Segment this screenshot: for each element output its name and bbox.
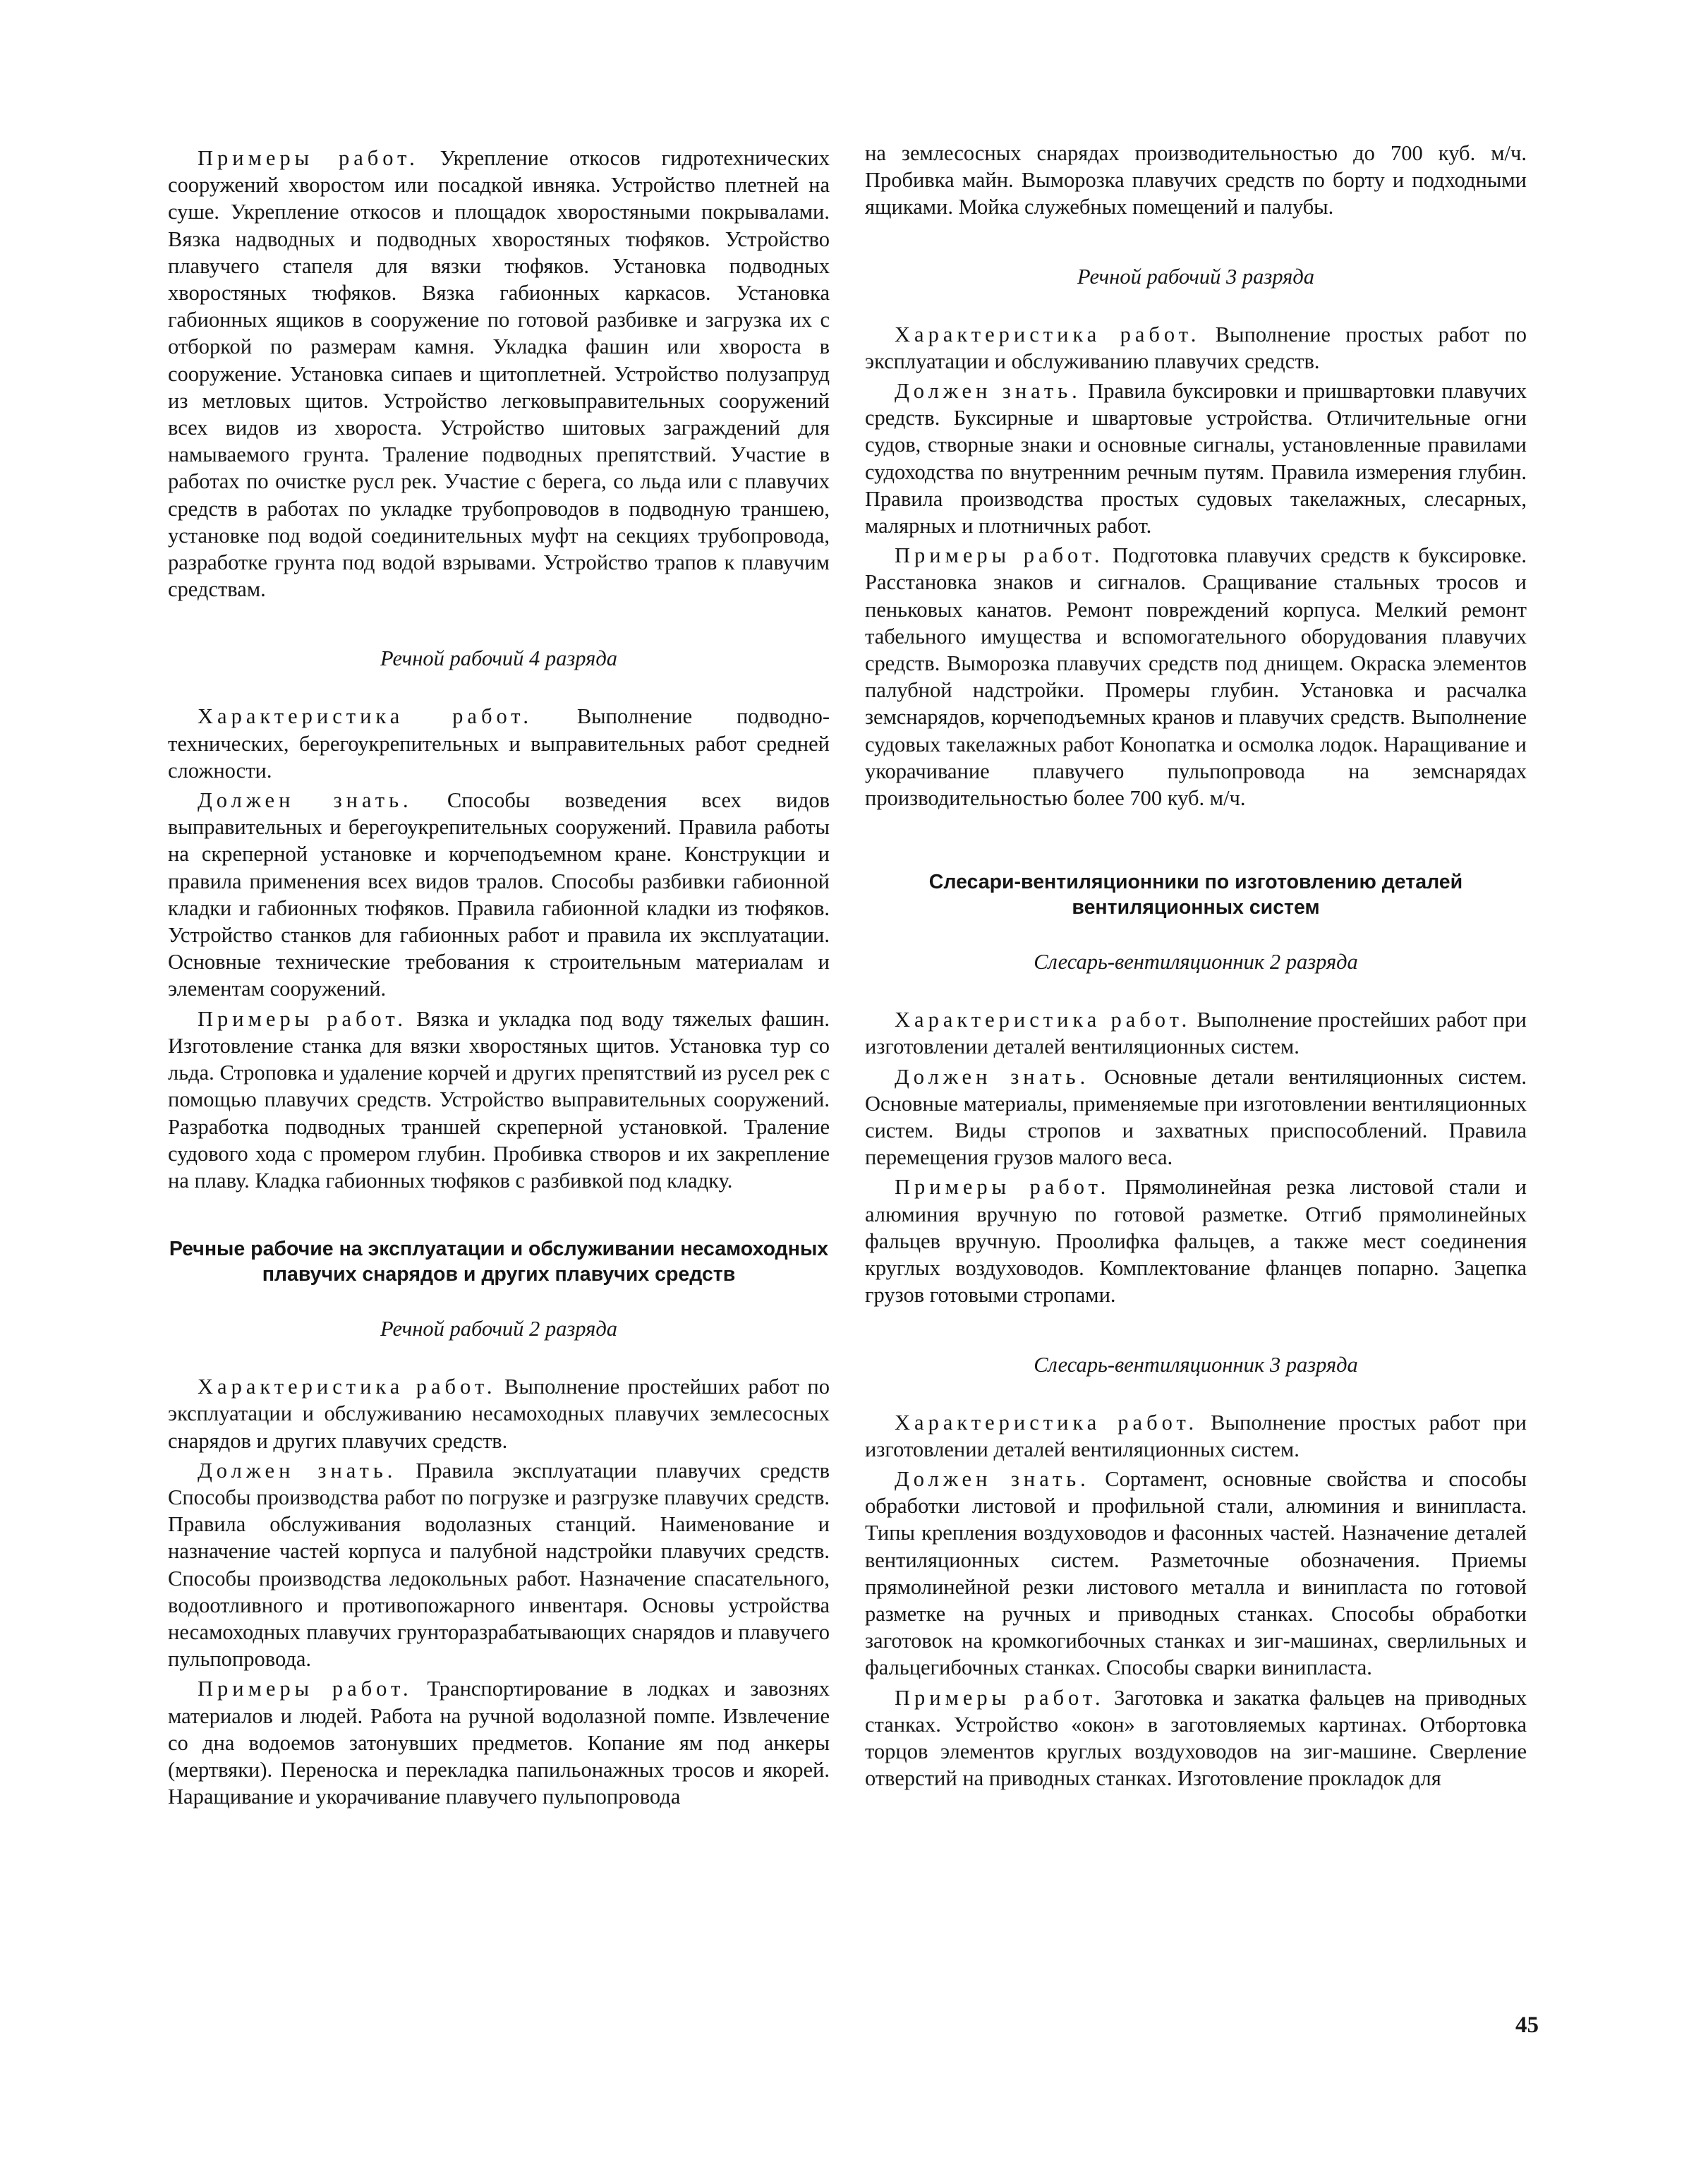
- lead-phrase: Примеры работ.: [895, 1685, 1105, 1710]
- paragraph: [865, 1173, 1527, 1308]
- lead-phrase: Примеры работ.: [198, 146, 419, 170]
- paragraph: [865, 321, 1527, 375]
- page-number: 45: [1515, 2012, 1539, 2038]
- right-column: [865, 140, 1527, 1794]
- paragraph: [865, 1684, 1527, 1792]
- lead-phrase: Должен знать.: [895, 1064, 1090, 1089]
- lead-phrase: Должен знать.: [198, 788, 413, 813]
- paragraph: [168, 703, 830, 784]
- paragraph: [168, 1006, 830, 1194]
- paragraph: [865, 1409, 1527, 1463]
- paragraph-text: Заготовка и закатка фальцев на приводных станках. Устройство «окон» в заготовляемых картинах. Отбортовка торцов элементов круглых воздуховодов на зиг-машине. Сверление отверстий на приводных станках. Изготовление прокладок для: [865, 1685, 1527, 1791]
- paragraph-text: Основные детали вентиляционных систем. Основные материалы, применяемые при изготовлении вентиляционных систем. Виды стропов и захватных приспособлений. Правила перемещения грузов малого веса.: [865, 1064, 1527, 1170]
- paragraph: [168, 1457, 830, 1673]
- grade-heading: Речной рабочий 4 разряда: [380, 646, 618, 671]
- paragraph-text: Прямолинейная резка листовой стали и алюминия вручную по готовой разметке. Отгиб прямолинейных фальцев вручную. Проолифка фальцев, а также мест соединения круглых воздуховодов. Комплектование фланцев попарно. Зацепка грузов готовыми стропами.: [865, 1175, 1527, 1308]
- lead-phrase: Характеристика работ.: [198, 704, 533, 729]
- grade-heading: Слесарь-вентиляционник 2 разряда: [1034, 950, 1358, 974]
- paragraph-text: Укрепление откосов гидротехнических сооружений хворостом или посадкой ивняка. Устройство плетней на суше. Укрепление откосов и площадок хворостяными покрывалами. Вязка надводных и подводных хворостяных тюфяков. Устройство плавучего стапеля для вязки тюфяков. Установка подводных хворостяных тюфяков. Вязка габионных каркасов. Установка габионных ящиков в сооружение по готовой разбивке и загрузка их с отборкой по размерам камня. Укладка фашин или хвороста в сооружение. Установка сипаев и щитоплетней. Устройство полузапруд из метловых щитов. Устройство легковыправительных сооружений всех видов из хвороста. Устройство шитовых заграждений для намываемого грунта. Траление подводных препятствий. Участие в работах по очистке русл рек. Участие с берега, со льда или с плавучих средств в работах по укладке трубопроводов в подводную траншею, установке под водой соединительных муфт на секциях трубопровода, разработке грунта под водой взрывами. Устройство трапов к плавучим средствам.: [168, 146, 830, 602]
- paragraph-text: Сортамент, основные свойства и способы обработки листовой и профильной стали, алюминия и винипласта. Типы крепления воздуховодов и фасонных частей. Назначение деталей вентиляционных систем. Разметочные обозначения. Приемы прямолинейной резки листового металла и винипласта по готовой разметке на ручных и приводных станках. Способы обработки заготовок на кромкогибочных станках и зиг-машинах, сверлильных и фальцегибочных станках. Способы сварки винипласта.: [865, 1466, 1527, 1680]
- lead-phrase: Характеристика работ.: [895, 322, 1201, 346]
- paragraph-text: Правила эксплуатации плавучих средств Способы производства работ по погрузке и разгрузке плавучих средств. Правила обслуживания водолазных станций. Наименование и назначение частей корпуса и палубной надстройки плавучих средств. Способы производства ледокольных работ. Назначение спасательного, водоотливного и противопожарного инвентаря. Основы устройства несамоходных плавучих грунторазрабатывающих снарядов и плавучего пульпопровода.: [168, 1458, 830, 1672]
- paragraph: [168, 1675, 830, 1810]
- lead-phrase: Примеры работ.: [895, 543, 1104, 568]
- grade-heading: Речной рабочий 3 разряда: [1077, 264, 1315, 289]
- paragraph-text: Подготовка плавучих средств к буксировке. Расстановка знаков и сигналов. Сращивание стальных тросов и пеньковых канатов. Ремонт повреждений корпуса. Мелкий ремонт табельного имущества и вспомогательного оборудования плавучих средств. Выморозка плавучих средств под днищем. Окраска элементов палубной надстройки. Промеры глубин. Установка и расчалка земснарядов, корчеподъемных кранов и плавучих средств. Выполнение судовых такелажных работ Конопатка и осмолка лодок. Наращивание и укорачивание плавучего пульпопровода на земснарядах производительностью более 700 куб. м/ч.: [865, 543, 1527, 811]
- section-heading: Речные рабочие на эксплуатации и обслуживании несамоходных плавучих снарядов и других плавучих средств: [169, 1238, 829, 1286]
- lead-phrase: Примеры работ.: [198, 1677, 413, 1701]
- lead-phrase: Примеры работ.: [198, 1006, 408, 1031]
- paragraph-text: Выполнение простых работ по эксплуатации и обслуживанию плавучих средств.: [865, 322, 1527, 373]
- paragraph-text: Вязка и укладка под воду тяжелых фашин. Изготовление станка для вязки хворостяных щитов. Установка тур со льда. Строповка и удаление корчей и других препятствий из русел рек с помощью плавучих средств. Устройство выправительных сооружений. Разработка подводных траншей скреперной установкой. Траление судового хода с промером глубин. Пробивка створов и их закрепление на плаву. Кладка габионных тюфяков с разбивкой под кладку.: [168, 1006, 830, 1193]
- continued-paragraph: на землесосных снарядах производительностью до 700 куб. м/ч. Пробивка майн. Выморозка плавучих средств по борту и подходными ящиками. Мойка служебных помещений и палубы.: [865, 141, 1527, 219]
- lead-phrase: Должен знать.: [895, 379, 1082, 404]
- paragraph-text: Правила буксировки и пришвартовки плавучих средств. Буксирные и швартовые устройства. Отличительные огни судов, створные знаки и основные сигналы, установленные правилами судоходства по внутренним речным путям. Правила измерения глубин. Правила производства простых судовых такелажных, слесарных, малярных и плотничных работ.: [865, 379, 1527, 538]
- grade-heading: Речной рабочий 2 разряда: [380, 1317, 618, 1341]
- section-heading: Слесари-вентиляционники по изготовлению деталей вентиляционных систем: [928, 871, 1463, 919]
- lead-phrase: Должен знать.: [895, 1466, 1090, 1491]
- paragraph: [168, 145, 830, 603]
- paragraph: [168, 1373, 830, 1454]
- left-column: [168, 145, 830, 1813]
- paragraph-text: Выполнение подводно-технических, берегоукрепительных и выправительных работ средней сложности.: [168, 704, 830, 783]
- paragraph: [168, 787, 830, 1003]
- paragraph-text: Выполнение простейших работ по эксплуатации и обслуживанию несамоходных плавучих землесосных снарядов и других плавучих средств.: [168, 1375, 830, 1453]
- lead-phrase: Должен знать.: [198, 1458, 397, 1483]
- paragraph-text: Выполнение простейших работ при изготовлении деталей вентиляционных систем.: [865, 1008, 1527, 1059]
- paragraph: [865, 378, 1527, 539]
- grade-heading: Слесарь-вентиляционник 3 разряда: [1034, 1352, 1358, 1377]
- lead-phrase: Примеры работ.: [895, 1175, 1110, 1200]
- paragraph: [865, 1466, 1527, 1682]
- paragraph-text: Способы возведения всех видов выправительных и берегоукрепительных сооружений. Правила работы на скреперной установке и корчеподъемном кране. Конструкции и правила применения всех видов тралов. Способы разбивки габионной кладки и габионных тюфяков. Правила габионной кладки из тюфяков. Устройство станков для габионных работ и правила их эксплуатации. Основные технические требования к строительным материалам и элементам сооружений.: [168, 788, 830, 1001]
- lead-phrase: Характеристика работ.: [198, 1375, 497, 1399]
- lead-phrase: Характеристика работ.: [895, 1410, 1199, 1435]
- lead-phrase: Характеристика работ.: [895, 1008, 1192, 1032]
- paragraph: [865, 1063, 1527, 1171]
- paragraph-text: Выполнение простых работ при изготовлении деталей вентиляционных систем.: [865, 1410, 1527, 1461]
- paragraph: [865, 542, 1527, 811]
- paragraph-text: Транспортирование в лодках и завознях материалов и людей. Работа на ручной водолазной помпе. Извлечение со дна водоемов затонувших предметов. Копание ям под анкеры (мертвяки). Переноска и перекладка папильонажных тросов и якорей. Наращивание и укорачивание плавучего пульпопровода: [168, 1677, 830, 1809]
- paragraph: [865, 1006, 1527, 1060]
